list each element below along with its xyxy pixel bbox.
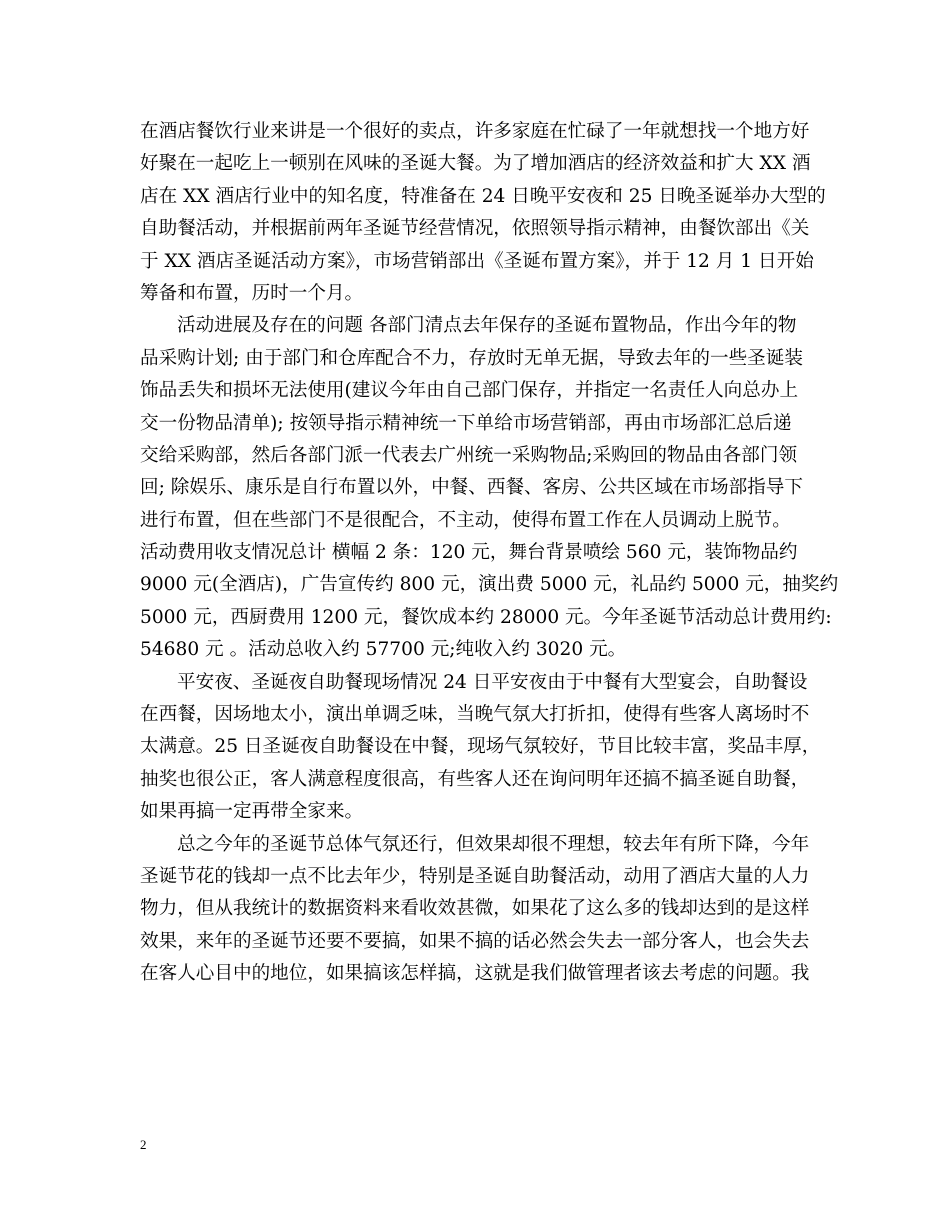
text-line: 进行布置，但在些部门不是很配合，不主动，使得布置工作在人员调动上脱节。 xyxy=(140,509,791,531)
text-line: 圣诞节花的钱却一点不比去年少，特别是圣诞自助餐活动，动用了酒店大量的人力 xyxy=(140,865,810,887)
document-body xyxy=(140,116,839,991)
text-line: 在客人心目中的地位，如果搞该怎样搞，这就是我们做管理者该去考虑的问题。我 xyxy=(140,963,810,985)
text-line: 如果再搞一定再带全家来。 xyxy=(140,801,364,823)
text-line: 总之今年的圣诞节总体气氛还行，但效果却很不理想，较去年有所下降，今年 xyxy=(177,833,810,855)
text-line: 筹备和布置，历时一个月。 xyxy=(140,282,364,304)
text-line: 回; 除娱乐、康乐是自行布置以外，中餐、西餐、客房、公共区域在市场部指导下 xyxy=(140,477,803,499)
text-line: 于 XX 酒店圣诞活动方案》，市场营销部出《圣诞布置方案》，并于 12 月 1 日开始 xyxy=(140,250,814,272)
text-line: 太满意。25 日圣诞夜自助餐设在中餐，现场气氛较好，节目比较丰富，奖品丰厚， xyxy=(140,736,821,758)
text-line: 交给采购部，然后各部门派一代表去广州统一采购物品;采购回的物品由各部门领 xyxy=(140,444,798,466)
page-number: 2 xyxy=(140,1137,147,1152)
text-line: 店在 XX 酒店行业中的知名度，特准备在 24 日晚平安夜和 25 日晚圣诞举办大型的 xyxy=(140,185,826,207)
paragraph xyxy=(140,667,830,829)
paragraph xyxy=(140,116,830,310)
text-line: 品采购计划; 由于部门和仓库配合不力，存放时无单无据，导致去年的一些圣诞装 xyxy=(140,347,803,369)
text-line: 自助餐活动，并根据前两年圣诞节经营情况，依照领导指示精神，由餐饮部出《关 xyxy=(140,218,810,240)
text-line: 物力，但从我统计的数据资料来看收效甚微，如果花了这么多的钱却达到的是这样 xyxy=(140,898,810,920)
text-line: 好聚在一起吃上一顿别在风味的圣诞大餐。为了增加酒店的经济效益和扩大 XX 酒 xyxy=(140,153,811,175)
text-line: 在酒店餐饮行业来讲是一个很好的卖点，许多家庭在忙碌了一年就想找一个地方好 xyxy=(140,121,810,142)
paragraph xyxy=(140,829,830,991)
text-line: 9000 元(全酒店)，广告宣传约 800 元，演出费 5000 元，礼品约 5000 元，抽奖约 xyxy=(140,574,839,596)
text-line: 平安夜、圣诞夜自助餐现场情况 24 日平安夜由于中餐有大型宴会，自助餐设 xyxy=(177,671,808,693)
paragraph xyxy=(140,310,839,666)
text-line: 交一份物品清单); 按领导指示精神统一下单给市场营销部，再由市场部汇总后递 xyxy=(140,412,792,434)
text-line: 效果，来年的圣诞节还要不要搞，如果不搞的话必然会失去一部分客人，也会失去 xyxy=(140,930,810,952)
text-line: 饰品丢失和损坏无法使用(建议今年由自己部门保存，并指定一名责任人向总办上 xyxy=(140,380,799,402)
text-line: 54680 元 。活动总收入约 57700 元;纯收入约 3020 元。 xyxy=(140,639,627,661)
text-line: 活动费用收支情况总计 横幅 2 条：120 元，舞台背景喷绘 560 元，装饰物品约 xyxy=(140,542,798,564)
text-line: 在西餐，因场地太小，演出单调乏味，当晚气氛大打折扣，使得有些客人离场时不 xyxy=(140,704,810,726)
text-line: 抽奖也很公正，客人满意程度很高，有些客人还在询问明年还搞不搞圣诞自助餐， xyxy=(140,768,810,790)
text-line: 5000 元，西厨费用 1200 元，餐饮成本约 28000 元。今年圣诞节活动总计费用约: xyxy=(140,606,832,628)
text-line: 活动进展及存在的问题 各部门清点去年保存的圣诞布置物品，作出今年的物 xyxy=(177,315,797,337)
